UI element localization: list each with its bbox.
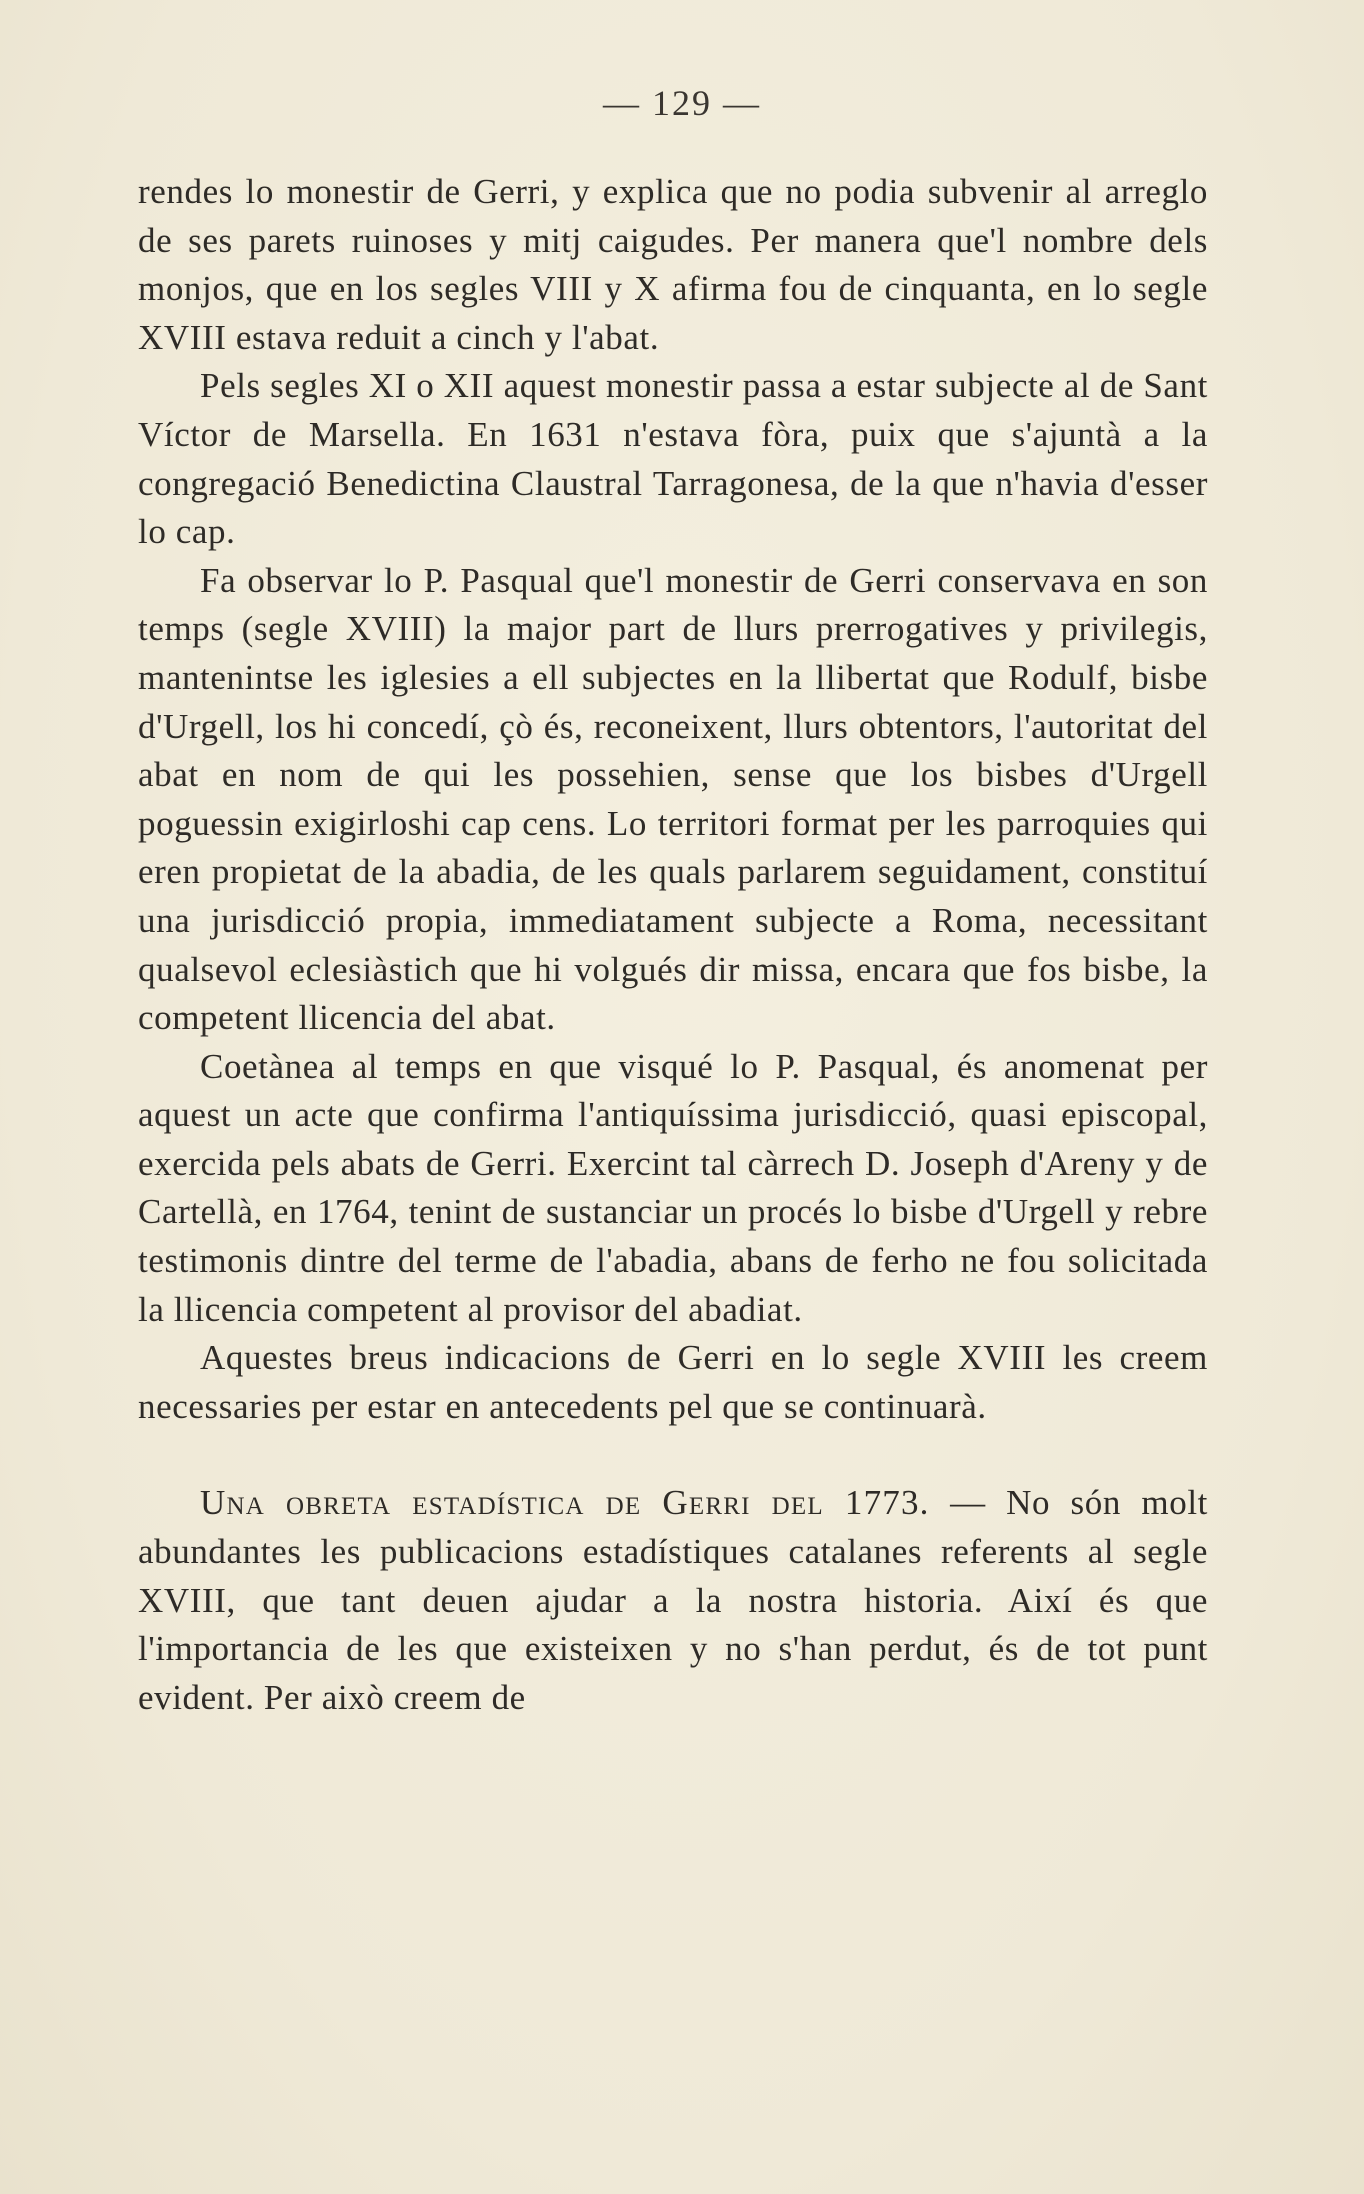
section-heading: Una obreta estadística de Gerri del 1773. — [200, 1483, 930, 1523]
section-text: No són molt abundantes les publicacions estadístiques catalanes referents al segle XVIII, que tant deuen ajudar a la nostra historia. Així és que l'importancia de les que existeixen y no s'han perdut, és de tot punt evident. Per això creem de — [138, 1483, 1208, 1717]
paragraph-privileges: Fa observar lo P. Pasqual que'l monestir de Gerri conservava en son temps (segle XVIII) la major part de llurs prerrogatives y privilegis, mantenintse les iglesies a ell subjectes en la llibertat que Rodulf, bisbe d'Urgell, los hi concedí, çò és, reconeixent, llurs obtentors, l'autoritat del abat en nom de qui les possehien, sense que los bisbes d'Urgell poguessin exigirloshi cap cens. Lo territori format per les parroquies qui eren propietat de la abadia, de les quals parlarem seguidament, constituí una jurisdicció propia, immediatament subjecte a Roma, necessitant qualsevol eclesiàstich que hi volgués dir missa, encara que fos bisbe, la competent llicencia del abat. — [138, 560, 1208, 1038]
paragraph-jurisdiction: Coetànea al temps en que visqué lo P. Pasqual, és anomenat per aquest un acte que confirma l'antiquíssima jurisdicció, quasi episcopal, exercida pels abats de Gerri. Exercint tal càrrech D. Joseph d'Areny y de Cartellà, en 1764, tenint de sustanciar un procés lo bisbe d'Urgell y rebre testimonis dintre del terme de l'abadia, abans de ferho ne fou solicitada la llicencia competent al provisor del abadiat. — [138, 1046, 1208, 1329]
paragraph-summary: Aquestes breus indicacions de Gerri en lo segle XVIII les creem necessaries per estar en antecedents pel que se continuarà. — [138, 1338, 1208, 1426]
paragraph-continuation: rendes lo monestir de Gerri, y explica que no podia subvenir al arreglo de ses parets ruinoses y mitj caigudes. Per manera que'l nombre dels monjos, que en los segles VIII y X afirma fou de cinquanta, en lo segle XVIII estava reduit a cinch y l'abat. — [138, 172, 1208, 357]
page-number: — 129 — — [603, 83, 761, 123]
section-paragraph — [138, 1479, 1208, 1722]
paragraph-sant-victor: Pels segles XI o XII aquest monestir passa a estar subjecte al de Sant Víctor de Marsella. En 1631 n'estava fòra, puix que s'ajuntà a la congregació Benedictina Claustral Tarragonesa, de la que n'havia d'esser lo cap. — [138, 366, 1208, 552]
section-separator: — — [929, 1483, 1007, 1523]
body-text — [138, 168, 1208, 1722]
